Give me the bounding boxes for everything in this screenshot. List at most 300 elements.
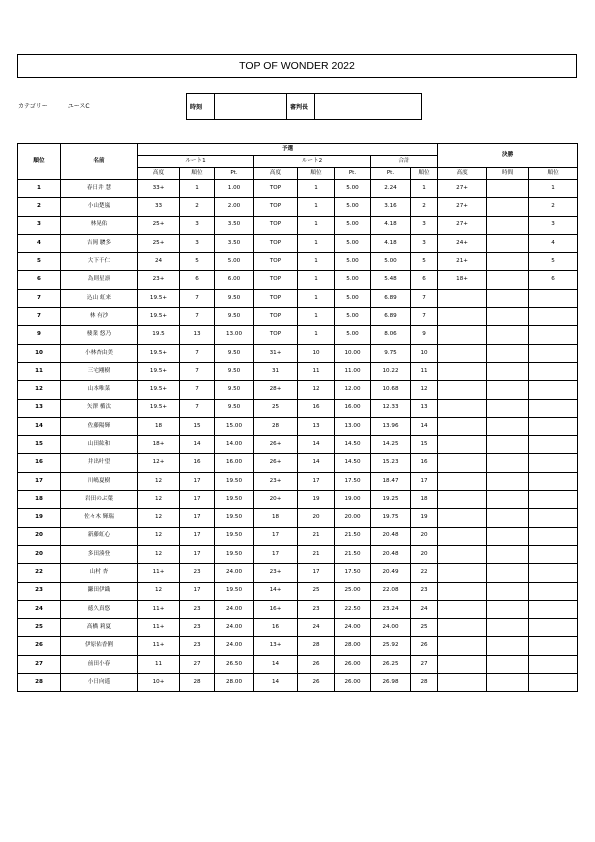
route2-pt-cell: 17.50 bbox=[335, 564, 371, 582]
total-pt-cell: 3.16 bbox=[371, 198, 411, 216]
table-row bbox=[18, 545, 578, 563]
table-row bbox=[18, 674, 578, 692]
rank-cell: 3 bbox=[18, 216, 61, 234]
route2-place-cell: 26 bbox=[298, 674, 335, 692]
final-place-cell: 6 bbox=[529, 271, 578, 289]
route2-height-cell: TOP bbox=[254, 253, 298, 271]
name-cell: 伊原佑香俐 bbox=[61, 637, 138, 655]
total-place-cell: 11 bbox=[411, 362, 438, 380]
final-height-cell: 18+ bbox=[438, 271, 487, 289]
total-pt-cell: 20.48 bbox=[371, 527, 411, 545]
final-height-cell bbox=[438, 362, 487, 380]
rank-cell: 27 bbox=[18, 655, 61, 673]
route1-pt-cell: 14.00 bbox=[215, 436, 254, 454]
route1-height-cell: 19.5+ bbox=[138, 399, 180, 417]
total-place-cell: 7 bbox=[411, 289, 438, 307]
total-place-cell: 3 bbox=[411, 234, 438, 252]
total-pt-cell: 20.49 bbox=[371, 564, 411, 582]
final-time-cell bbox=[487, 271, 529, 289]
final-time-cell bbox=[487, 637, 529, 655]
route2-pt-cell: 14.50 bbox=[335, 436, 371, 454]
final-time-cell bbox=[487, 674, 529, 692]
final-time-cell bbox=[487, 289, 529, 307]
route1-pt-cell: 19.50 bbox=[215, 527, 254, 545]
final-time-cell bbox=[487, 491, 529, 509]
final-place-cell bbox=[529, 417, 578, 435]
final-time-cell bbox=[487, 399, 529, 417]
route1-place-cell: 14 bbox=[180, 436, 215, 454]
name-cell: 前田小春 bbox=[61, 655, 138, 673]
final-place-cell bbox=[529, 289, 578, 307]
route2-place-cell: 1 bbox=[298, 289, 335, 307]
route1-pt-cell: 6.00 bbox=[215, 271, 254, 289]
table-row bbox=[18, 491, 578, 509]
final-time-cell bbox=[487, 216, 529, 234]
route1-height-cell: 19.5+ bbox=[138, 344, 180, 362]
final-height-cell: 27+ bbox=[438, 216, 487, 234]
rank-cell: 4 bbox=[18, 234, 61, 252]
name-cell: 鎌田伊織 bbox=[61, 582, 138, 600]
name-cell: 三宅剛樹 bbox=[61, 362, 138, 380]
table-row bbox=[18, 436, 578, 454]
route2-height-cell: TOP bbox=[254, 308, 298, 326]
table-row bbox=[18, 253, 578, 271]
total-place-cell: 23 bbox=[411, 582, 438, 600]
total-pt-cell: 22.08 bbox=[371, 582, 411, 600]
total-pt-cell: 19.25 bbox=[371, 491, 411, 509]
table-row bbox=[18, 619, 578, 637]
final-height-cell: 27+ bbox=[438, 198, 487, 216]
judge-label: 審判長 bbox=[287, 94, 315, 120]
table-row bbox=[18, 472, 578, 490]
route2-place-cell: 1 bbox=[298, 326, 335, 344]
table-row bbox=[18, 381, 578, 399]
route1-place-cell: 27 bbox=[180, 655, 215, 673]
info-table bbox=[186, 93, 422, 120]
name-cell: 矢澤 楯汰 bbox=[61, 399, 138, 417]
header-r1-pt: Pt. bbox=[215, 168, 254, 180]
route1-height-cell: 12 bbox=[138, 582, 180, 600]
route1-place-cell: 2 bbox=[180, 198, 215, 216]
route2-pt-cell: 5.00 bbox=[335, 326, 371, 344]
header-final-time: 時間 bbox=[487, 168, 529, 180]
total-pt-cell: 10.22 bbox=[371, 362, 411, 380]
total-pt-cell: 20.48 bbox=[371, 545, 411, 563]
route1-height-cell: 19.5 bbox=[138, 326, 180, 344]
total-pt-cell: 24.00 bbox=[371, 619, 411, 637]
final-time-cell bbox=[487, 472, 529, 490]
table-row bbox=[18, 417, 578, 435]
route2-pt-cell: 20.00 bbox=[335, 509, 371, 527]
final-place-cell bbox=[529, 472, 578, 490]
time-value bbox=[215, 94, 287, 120]
total-pt-cell: 25.92 bbox=[371, 637, 411, 655]
route1-pt-cell: 26.50 bbox=[215, 655, 254, 673]
rank-cell: 11 bbox=[18, 362, 61, 380]
route1-place-cell: 3 bbox=[180, 216, 215, 234]
total-place-cell: 1 bbox=[411, 180, 438, 198]
final-height-cell bbox=[438, 600, 487, 618]
route2-pt-cell: 26.00 bbox=[335, 674, 371, 692]
name-cell: 井出叶望 bbox=[61, 454, 138, 472]
final-height-cell: 27+ bbox=[438, 180, 487, 198]
final-height-cell bbox=[438, 637, 487, 655]
final-place-cell bbox=[529, 619, 578, 637]
total-pt-cell: 4.18 bbox=[371, 234, 411, 252]
route2-pt-cell: 5.00 bbox=[335, 308, 371, 326]
final-time-cell bbox=[487, 619, 529, 637]
category-value: ユースC bbox=[67, 103, 90, 110]
final-place-cell bbox=[529, 564, 578, 582]
route1-pt-cell: 9.50 bbox=[215, 362, 254, 380]
final-place-cell bbox=[529, 545, 578, 563]
header-r1-height: 高度 bbox=[138, 168, 180, 180]
final-time-cell bbox=[487, 527, 529, 545]
rank-cell: 25 bbox=[18, 619, 61, 637]
total-place-cell: 16 bbox=[411, 454, 438, 472]
final-time-cell bbox=[487, 655, 529, 673]
route1-place-cell: 23 bbox=[180, 619, 215, 637]
route2-height-cell: 16+ bbox=[254, 600, 298, 618]
route2-height-cell: 23+ bbox=[254, 564, 298, 582]
total-pt-cell: 12.33 bbox=[371, 399, 411, 417]
header-r2-height: 高度 bbox=[254, 168, 298, 180]
route2-height-cell: 14 bbox=[254, 655, 298, 673]
route1-height-cell: 12 bbox=[138, 491, 180, 509]
route2-height-cell: 31+ bbox=[254, 344, 298, 362]
final-place-cell bbox=[529, 674, 578, 692]
route1-place-cell: 17 bbox=[180, 582, 215, 600]
total-pt-cell: 19.75 bbox=[371, 509, 411, 527]
final-height-cell bbox=[438, 545, 487, 563]
route2-place-cell: 17 bbox=[298, 564, 335, 582]
route1-height-cell: 19.5+ bbox=[138, 362, 180, 380]
final-height-cell bbox=[438, 454, 487, 472]
rank-cell: 13 bbox=[18, 399, 61, 417]
route2-pt-cell: 5.00 bbox=[335, 198, 371, 216]
final-place-cell bbox=[529, 509, 578, 527]
route1-place-cell: 7 bbox=[180, 362, 215, 380]
header-route2: ルート2 bbox=[254, 156, 371, 168]
route1-place-cell: 7 bbox=[180, 289, 215, 307]
route1-pt-cell: 19.50 bbox=[215, 491, 254, 509]
header-r1-place: 順位 bbox=[180, 168, 215, 180]
rank-cell: 9 bbox=[18, 326, 61, 344]
route1-pt-cell: 9.50 bbox=[215, 308, 254, 326]
route1-height-cell: 25+ bbox=[138, 234, 180, 252]
route2-height-cell: TOP bbox=[254, 326, 298, 344]
rank-cell: 17 bbox=[18, 472, 61, 490]
route2-pt-cell: 28.00 bbox=[335, 637, 371, 655]
route2-pt-cell: 5.00 bbox=[335, 289, 371, 307]
route1-pt-cell: 15.00 bbox=[215, 417, 254, 435]
total-pt-cell: 14.25 bbox=[371, 436, 411, 454]
route2-pt-cell: 5.00 bbox=[335, 271, 371, 289]
rank-cell: 18 bbox=[18, 491, 61, 509]
route1-height-cell: 10+ bbox=[138, 674, 180, 692]
total-place-cell: 6 bbox=[411, 271, 438, 289]
route1-place-cell: 23 bbox=[180, 600, 215, 618]
route1-place-cell: 23 bbox=[180, 564, 215, 582]
name-cell: 棲業 悠乃 bbox=[61, 326, 138, 344]
route1-pt-cell: 3.50 bbox=[215, 234, 254, 252]
name-cell: 込山 虹来 bbox=[61, 289, 138, 307]
name-cell: 林晃佑 bbox=[61, 216, 138, 234]
name-cell: 林 有沙 bbox=[61, 308, 138, 326]
total-place-cell: 27 bbox=[411, 655, 438, 673]
route1-place-cell: 17 bbox=[180, 509, 215, 527]
name-cell: 吉岡 駿多 bbox=[61, 234, 138, 252]
final-time-cell bbox=[487, 253, 529, 271]
name-cell: 小日向遥 bbox=[61, 674, 138, 692]
final-place-cell bbox=[529, 308, 578, 326]
final-height-cell bbox=[438, 674, 487, 692]
category-label: カテゴリー bbox=[18, 103, 48, 110]
table-row bbox=[18, 308, 578, 326]
route2-pt-cell: 24.00 bbox=[335, 619, 371, 637]
table-row bbox=[18, 326, 578, 344]
final-time-cell bbox=[487, 582, 529, 600]
table-row bbox=[18, 198, 578, 216]
rank-cell: 26 bbox=[18, 637, 61, 655]
total-place-cell: 24 bbox=[411, 600, 438, 618]
rank-cell: 16 bbox=[18, 454, 61, 472]
route1-place-cell: 1 bbox=[180, 180, 215, 198]
total-place-cell: 2 bbox=[411, 198, 438, 216]
route1-place-cell: 6 bbox=[180, 271, 215, 289]
route2-place-cell: 1 bbox=[298, 234, 335, 252]
final-height-cell bbox=[438, 381, 487, 399]
final-time-cell bbox=[487, 198, 529, 216]
table-row bbox=[18, 564, 578, 582]
table-row bbox=[18, 509, 578, 527]
route2-place-cell: 28 bbox=[298, 637, 335, 655]
final-place-cell bbox=[529, 637, 578, 655]
route1-pt-cell: 19.50 bbox=[215, 472, 254, 490]
name-cell: 新藤虹心 bbox=[61, 527, 138, 545]
route1-height-cell: 12 bbox=[138, 509, 180, 527]
route2-height-cell: TOP bbox=[254, 271, 298, 289]
final-place-cell bbox=[529, 454, 578, 472]
route2-place-cell: 25 bbox=[298, 582, 335, 600]
table-row bbox=[18, 289, 578, 307]
route1-pt-cell: 24.00 bbox=[215, 600, 254, 618]
total-pt-cell: 15.23 bbox=[371, 454, 411, 472]
table-row bbox=[18, 637, 578, 655]
route2-height-cell: 26+ bbox=[254, 436, 298, 454]
final-place-cell bbox=[529, 655, 578, 673]
name-cell: 山田紘和 bbox=[61, 436, 138, 454]
total-pt-cell: 5.48 bbox=[371, 271, 411, 289]
route1-place-cell: 17 bbox=[180, 472, 215, 490]
name-cell: 川嶋夏樹 bbox=[61, 472, 138, 490]
total-pt-cell: 26.25 bbox=[371, 655, 411, 673]
final-height-cell bbox=[438, 655, 487, 673]
final-time-cell bbox=[487, 545, 529, 563]
table-row bbox=[18, 454, 578, 472]
route2-place-cell: 13 bbox=[298, 417, 335, 435]
total-place-cell: 20 bbox=[411, 545, 438, 563]
name-cell: 春日井 慧 bbox=[61, 180, 138, 198]
name-cell: 佐々木 輝瑞 bbox=[61, 509, 138, 527]
route2-height-cell: TOP bbox=[254, 216, 298, 234]
total-pt-cell: 13.96 bbox=[371, 417, 411, 435]
route2-pt-cell: 25.00 bbox=[335, 582, 371, 600]
route1-height-cell: 19.5+ bbox=[138, 381, 180, 399]
total-place-cell: 13 bbox=[411, 399, 438, 417]
total-place-cell: 12 bbox=[411, 381, 438, 399]
table-row bbox=[18, 600, 578, 618]
route2-place-cell: 1 bbox=[298, 216, 335, 234]
route1-place-cell: 7 bbox=[180, 344, 215, 362]
route2-height-cell: TOP bbox=[254, 198, 298, 216]
total-pt-cell: 4.18 bbox=[371, 216, 411, 234]
route2-place-cell: 14 bbox=[298, 454, 335, 472]
total-place-cell: 14 bbox=[411, 417, 438, 435]
total-pt-cell: 8.06 bbox=[371, 326, 411, 344]
route1-height-cell: 23+ bbox=[138, 271, 180, 289]
route1-height-cell: 33 bbox=[138, 198, 180, 216]
route1-pt-cell: 1.00 bbox=[215, 180, 254, 198]
route2-place-cell: 26 bbox=[298, 655, 335, 673]
route2-height-cell: 16 bbox=[254, 619, 298, 637]
route1-place-cell: 17 bbox=[180, 527, 215, 545]
route2-pt-cell: 12.00 bbox=[335, 381, 371, 399]
final-height-cell bbox=[438, 527, 487, 545]
route1-pt-cell: 19.50 bbox=[215, 545, 254, 563]
route1-height-cell: 11 bbox=[138, 655, 180, 673]
final-place-cell: 1 bbox=[529, 180, 578, 198]
final-time-cell bbox=[487, 308, 529, 326]
header-name: 名前 bbox=[61, 144, 138, 180]
total-place-cell: 25 bbox=[411, 619, 438, 637]
route2-place-cell: 1 bbox=[298, 271, 335, 289]
rank-cell: 2 bbox=[18, 198, 61, 216]
total-pt-cell: 10.68 bbox=[371, 381, 411, 399]
total-pt-cell: 18.47 bbox=[371, 472, 411, 490]
route2-place-cell: 16 bbox=[298, 399, 335, 417]
final-height-cell: 24+ bbox=[438, 234, 487, 252]
route1-pt-cell: 9.50 bbox=[215, 399, 254, 417]
route1-pt-cell: 9.50 bbox=[215, 289, 254, 307]
route1-pt-cell: 9.50 bbox=[215, 344, 254, 362]
route2-pt-cell: 14.50 bbox=[335, 454, 371, 472]
route1-height-cell: 11+ bbox=[138, 564, 180, 582]
final-place-cell: 3 bbox=[529, 216, 578, 234]
route2-pt-cell: 5.00 bbox=[335, 216, 371, 234]
rank-cell: 28 bbox=[18, 674, 61, 692]
rank-cell: 14 bbox=[18, 417, 61, 435]
total-pt-cell: 9.75 bbox=[371, 344, 411, 362]
route1-height-cell: 19.5+ bbox=[138, 289, 180, 307]
rank-cell: 1 bbox=[18, 180, 61, 198]
table-row bbox=[18, 180, 578, 198]
final-place-cell bbox=[529, 362, 578, 380]
route1-pt-cell: 24.00 bbox=[215, 619, 254, 637]
total-place-cell: 17 bbox=[411, 472, 438, 490]
final-time-cell bbox=[487, 180, 529, 198]
table-row bbox=[18, 582, 578, 600]
header-total-place: 順位 bbox=[411, 168, 438, 180]
time-label: 時刻 bbox=[187, 94, 215, 120]
final-time-cell bbox=[487, 436, 529, 454]
route2-pt-cell: 13.00 bbox=[335, 417, 371, 435]
final-height-cell bbox=[438, 491, 487, 509]
route2-pt-cell: 22.50 bbox=[335, 600, 371, 618]
route2-place-cell: 20 bbox=[298, 509, 335, 527]
final-place-cell bbox=[529, 399, 578, 417]
final-height-cell bbox=[438, 308, 487, 326]
route1-height-cell: 18 bbox=[138, 417, 180, 435]
route2-height-cell: 25 bbox=[254, 399, 298, 417]
header-final-height: 高度 bbox=[438, 168, 487, 180]
final-time-cell bbox=[487, 326, 529, 344]
header-r2-place: 順位 bbox=[298, 168, 335, 180]
route2-height-cell: 28 bbox=[254, 417, 298, 435]
category-line bbox=[18, 101, 90, 110]
route2-height-cell: 26+ bbox=[254, 454, 298, 472]
route1-height-cell: 12 bbox=[138, 527, 180, 545]
table-row bbox=[18, 527, 578, 545]
final-place-cell: 5 bbox=[529, 253, 578, 271]
route1-height-cell: 11+ bbox=[138, 619, 180, 637]
route1-height-cell: 12 bbox=[138, 545, 180, 563]
table-row bbox=[18, 399, 578, 417]
final-height-cell bbox=[438, 399, 487, 417]
route1-place-cell: 16 bbox=[180, 454, 215, 472]
route2-place-cell: 21 bbox=[298, 545, 335, 563]
final-time-cell bbox=[487, 344, 529, 362]
rank-cell: 5 bbox=[18, 253, 61, 271]
final-place-cell: 4 bbox=[529, 234, 578, 252]
final-place-cell bbox=[529, 381, 578, 399]
route2-place-cell: 1 bbox=[298, 253, 335, 271]
final-height-cell bbox=[438, 564, 487, 582]
total-place-cell: 15 bbox=[411, 436, 438, 454]
route1-pt-cell: 24.00 bbox=[215, 637, 254, 655]
results-table bbox=[17, 143, 578, 692]
header-final: 決勝 bbox=[438, 144, 578, 168]
route2-pt-cell: 5.00 bbox=[335, 253, 371, 271]
route2-place-cell: 11 bbox=[298, 362, 335, 380]
route2-height-cell: 28+ bbox=[254, 381, 298, 399]
route1-pt-cell: 9.50 bbox=[215, 381, 254, 399]
name-cell: 大下千仁 bbox=[61, 253, 138, 271]
route1-place-cell: 7 bbox=[180, 308, 215, 326]
route2-pt-cell: 11.00 bbox=[335, 362, 371, 380]
route2-height-cell: 23+ bbox=[254, 472, 298, 490]
route2-height-cell: 13+ bbox=[254, 637, 298, 655]
total-pt-cell: 6.89 bbox=[371, 289, 411, 307]
final-place-cell bbox=[529, 527, 578, 545]
route1-height-cell: 12 bbox=[138, 472, 180, 490]
rank-cell: 23 bbox=[18, 582, 61, 600]
results-body bbox=[18, 180, 578, 692]
route2-pt-cell: 26.00 bbox=[335, 655, 371, 673]
route1-pt-cell: 19.50 bbox=[215, 509, 254, 527]
route2-height-cell: TOP bbox=[254, 234, 298, 252]
final-time-cell bbox=[487, 454, 529, 472]
route2-place-cell: 19 bbox=[298, 491, 335, 509]
route1-height-cell: 33+ bbox=[138, 180, 180, 198]
route2-place-cell: 1 bbox=[298, 308, 335, 326]
total-place-cell: 3 bbox=[411, 216, 438, 234]
final-time-cell bbox=[487, 362, 529, 380]
header-r2-pt: Pt. bbox=[335, 168, 371, 180]
rank-cell: 20 bbox=[18, 545, 61, 563]
name-cell: 佐藤陽輝 bbox=[61, 417, 138, 435]
route1-pt-cell: 13.00 bbox=[215, 326, 254, 344]
